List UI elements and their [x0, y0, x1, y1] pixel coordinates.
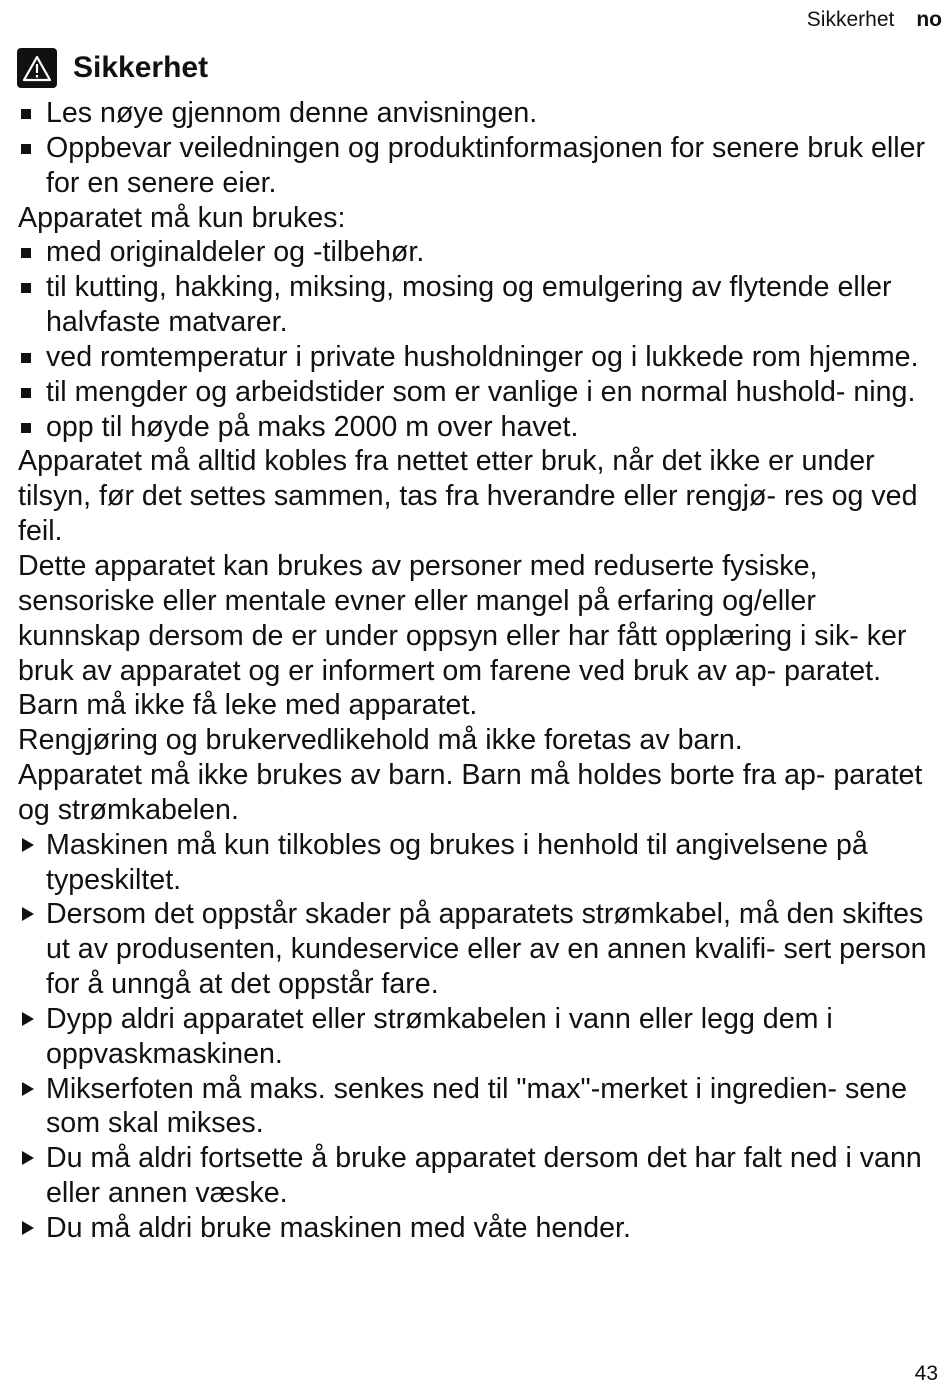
triangle-arrow-icon — [22, 1082, 34, 1096]
usage-heading: Apparatet må kun brukes: — [18, 201, 346, 234]
square-bullet-icon — [21, 353, 31, 363]
warning-triangle-icon — [17, 48, 57, 88]
triangle-arrow-icon — [22, 907, 34, 921]
intro-item — [18, 96, 942, 131]
usage-item — [18, 270, 942, 340]
section-title — [17, 48, 208, 88]
usage-item-text: med originaldeler og -tilbehør. — [46, 236, 425, 269]
square-bullet-icon — [21, 388, 31, 398]
usage-item-text: ved romtemperatur i private husholdninger og i lukkede rom hjemme. — [46, 340, 919, 373]
body-paragraph: Dette apparatet kan brukes av personer med reduserte fysiske, sensoriske eller mentale evner eller mangel på erfaring og/eller kunnskap dersom de er under oppsyn eller har fått opplæring i sik- ker bruk av apparatet og er informert om farene ved bruk av ap- paratet. — [18, 549, 907, 687]
square-bullet-icon — [21, 423, 31, 433]
usage-item-text: til kutting, hakking, miksing, mosing og emulgering av flytende eller halvfaste matvarer. — [46, 271, 892, 339]
instruction-item-text: Dersom det oppstår skader på apparatets strømkabel, må den skiftes ut av produsenten, kundeservice eller av en annen kvalifi- sert person for å unngå at det oppstår fare. — [46, 898, 927, 1001]
body-paragraph: Apparatet må ikke brukes av barn. Barn må holdes borte fra ap- paratet og strømkabelen. — [18, 759, 923, 826]
instruction-item-text: Du må aldri bruke maskinen med våte hender. — [46, 1212, 631, 1244]
intro-item-text: Oppbevar veiledningen og produktinformasjonen for senere bruk eller for en senere eier. — [46, 131, 925, 199]
square-bullet-icon — [21, 144, 31, 154]
usage-item-text: opp til høyde på maks 2000 m over havet. — [46, 410, 579, 443]
running-header — [807, 8, 942, 32]
safety-content — [18, 96, 942, 1246]
instruction-item — [18, 828, 942, 898]
triangle-arrow-icon — [22, 1012, 34, 1026]
body-paragraph: Apparatet må alltid kobles fra nettet etter bruk, når det ikke er under tilsyn, før det settes sammen, tas fra hverandre eller rengjø- res og ved feil. — [18, 445, 918, 548]
page-number: 43 — [914, 1362, 938, 1385]
square-bullet-icon — [21, 248, 31, 258]
usage-item-text: til mengder og arbeidstider som er vanlige i en normal hushold- ning. — [46, 375, 916, 408]
instruction-item — [18, 897, 942, 1002]
body-paragraph: Barn må ikke få leke med apparatet. — [18, 689, 478, 722]
triangle-arrow-icon — [22, 1221, 34, 1235]
instruction-item — [18, 1141, 942, 1211]
instruction-item-text: Maskinen må kun tilkobles og brukes i henhold til angivelsene på typeskiltet. — [46, 828, 868, 896]
square-bullet-icon — [21, 109, 31, 119]
intro-item — [18, 131, 942, 201]
body-paragraph: Rengjøring og brukervedlikehold må ikke foretas av barn. — [18, 724, 743, 757]
usage-item — [18, 410, 942, 445]
header-language-code: no — [916, 8, 942, 31]
triangle-arrow-icon — [22, 838, 34, 852]
instruction-item — [18, 1072, 942, 1142]
square-bullet-icon — [21, 283, 31, 293]
instruction-item-text: Mikserfoten må maks. senkes ned til "max"-merket i ingredien- sene som skal mikses. — [46, 1072, 907, 1140]
usage-item — [18, 235, 942, 270]
instruction-item-text: Dypp aldri apparatet eller strømkabelen i vann eller legg dem i oppvaskmaskinen. — [46, 1002, 833, 1070]
instruction-item-text: Du må aldri fortsette å bruke apparatet dersom det har falt ned i vann eller annen væske. — [46, 1142, 922, 1210]
instruction-item — [18, 1002, 942, 1072]
triangle-arrow-icon — [22, 1151, 34, 1165]
instruction-item — [18, 1211, 942, 1246]
intro-item-text: Les nøye gjennom denne anvisningen. — [46, 97, 538, 129]
section-title-text: Sikkerhet — [73, 51, 209, 84]
header-section-title: Sikkerhet — [806, 8, 895, 31]
usage-item — [18, 340, 942, 375]
usage-item — [18, 375, 942, 410]
